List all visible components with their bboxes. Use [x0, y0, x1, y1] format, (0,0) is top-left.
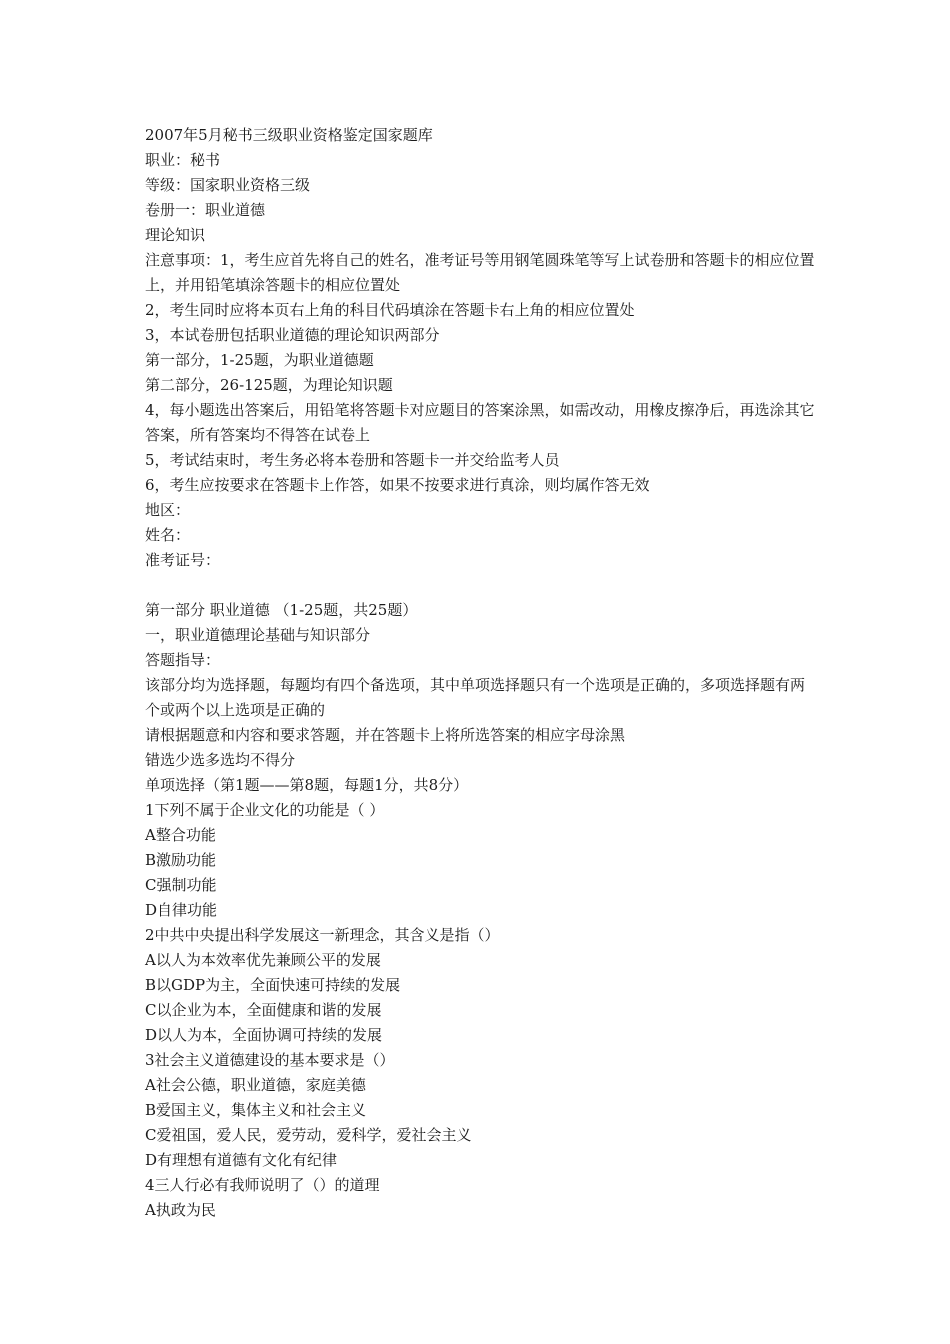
guide-1: 该部分均为选择题，每题均有四个备选项，其中单项选择题只有一个选项是正确的，多项选择题有两个或两个以上选项是正确的 [145, 676, 806, 719]
question-1-option-c: C强制功能 [145, 876, 217, 894]
question-3-option-a: A社会公德，职业道德，家庭美德 [145, 1076, 366, 1094]
question-1-option-d: D自律功能 [145, 901, 218, 919]
note-1: 注意事项：1，考生应首先将自己的姓名，准考证号等用钢笔圆珠笔等写上试卷册和答题卡的相应位置上，并用铅笔填涂答题卡的相应位置处 [145, 251, 815, 294]
question-3-option-c: C爱祖国，爱人民，爱劳动，爱科学，爱社会主义 [145, 1126, 472, 1144]
question-2-option-d: D以人为本，全面协调可持续的发展 [145, 1026, 383, 1044]
note-part2: 第二部分，26-125题，为理论知识题 [145, 376, 393, 394]
note-4: 4，每小题选出答案后，用铅笔将答题卡对应题目的答案涂黑，如需改动，用橡皮擦净后，再选涂其它答案，所有答案均不得答在试卷上 [145, 401, 815, 444]
volume-line: 卷册一：职业道德 [145, 201, 266, 219]
question-2-option-b: B以GDP为主，全面快速可持续的发展 [145, 976, 401, 994]
question-3-option-b: B爱国主义，集体主义和社会主义 [145, 1101, 367, 1119]
doc-title: 2007年5月秘书三级职业资格鉴定国家题库 [145, 126, 433, 144]
question-2-option-c: C以企业为本，全面健康和谐的发展 [145, 1001, 382, 1019]
question-1-stem: 1下列不属于企业文化的功能是（ ） [145, 801, 385, 819]
single-choice-heading: 单项选择（第1题——第8题，每题1分，共8分） [145, 776, 469, 794]
question-2-option-a: A以人为本效率优先兼顾公平的发展 [145, 951, 381, 969]
note-2: 2，考生同时应将本页右上角的科目代码填涂在答题卡右上角的相应位置处 [145, 301, 635, 319]
level-line: 等级：国家职业资格三级 [145, 176, 311, 194]
note-part1: 第一部分，1-25题，为职业道德题 [145, 351, 374, 369]
guide-2: 请根据题意和内容和要求答题，并在答题卡上将所选答案的相应字母涂黑 [145, 726, 626, 744]
occupation-line: 职业：秘书 [145, 151, 221, 169]
question-2-stem: 2中共中央提出科学发展这一新理念，其含义是指（） [145, 926, 500, 944]
question-4-option-a: A执政为民 [145, 1201, 216, 1219]
guide-label: 答题指导： [145, 651, 221, 669]
section-line: 理论知识 [145, 226, 206, 244]
question-1-option-b: B激励功能 [145, 851, 217, 869]
note-3: 3，本试卷册包括职业道德的理论知识两部分 [145, 326, 440, 344]
document-page [145, 123, 815, 1223]
question-3-option-d: D有理想有道德有文化有纪律 [145, 1151, 338, 1169]
exam-id-field: 准考证号： [145, 551, 221, 569]
question-1-option-a: A整合功能 [145, 826, 216, 844]
region-field: 地区： [145, 501, 191, 519]
part1-subheading: 一，职业道德理论基础与知识部分 [145, 626, 371, 644]
guide-3: 错选少选多选均不得分 [145, 751, 296, 769]
note-6: 6，考生应按要求在答题卡上作答，如果不按要求进行真涂，则均属作答无效 [145, 476, 650, 494]
note-5: 5，考试结束时，考生务必将本卷册和答题卡一并交给监考人员 [145, 451, 560, 469]
question-4-stem: 4三人行必有我师说明了（）的道理 [145, 1176, 380, 1194]
question-3-stem: 3社会主义道德建设的基本要求是（） [145, 1051, 395, 1069]
blank-line [145, 573, 815, 598]
name-field: 姓名： [145, 526, 191, 544]
part1-heading: 第一部分 职业道德 （1-25题，共25题） [145, 601, 418, 619]
